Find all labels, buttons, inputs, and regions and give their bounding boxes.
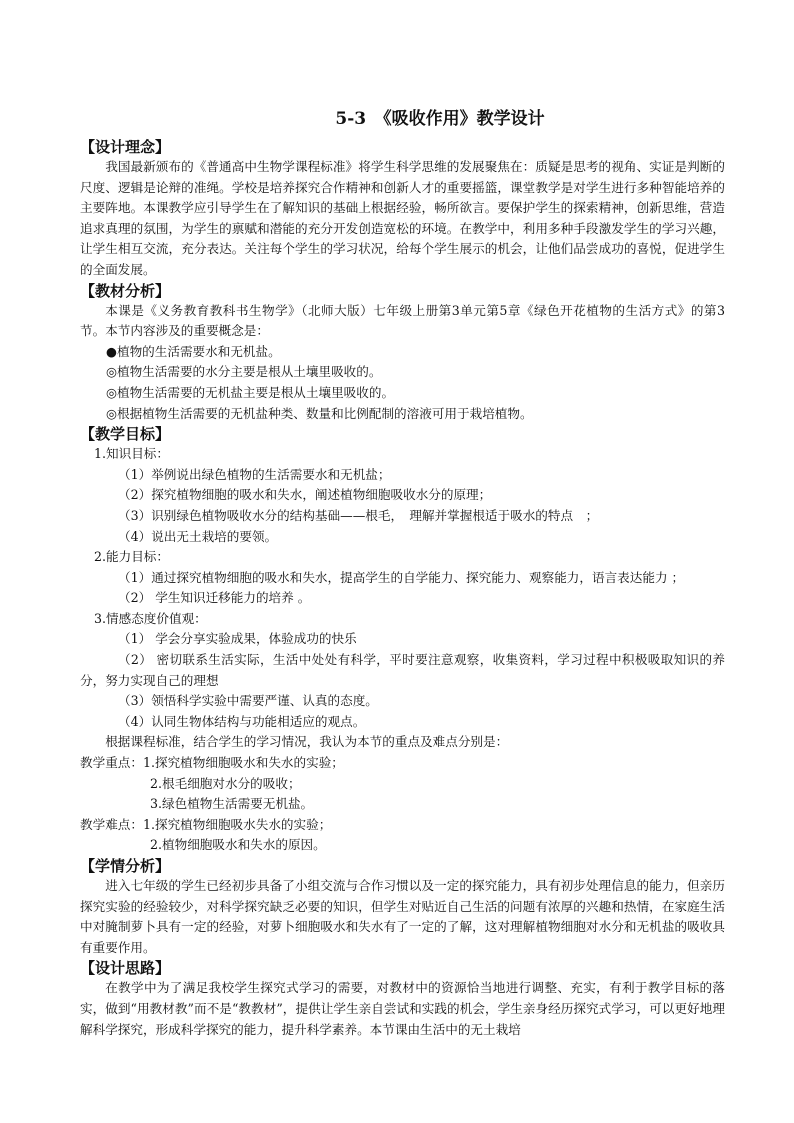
concept-item: ◎植物生活需要的无机盐主要是根从土壤里吸收的。: [106, 384, 395, 400]
goal-item: （2） 密切联系生活实际，生活中处处有科学，平时要注意观察，收集资料，学习过程中积极吸取知识的养分，努力实现自己的理想: [80, 652, 725, 688]
goal-item: （2） 学生知识迁移能力的培养 。: [118, 590, 311, 606]
goal-item: （2）探究植物细胞的吸水和失水，阐述植物细胞吸收水分的原理；: [118, 487, 492, 503]
key-points-label: 教学重点：: [80, 755, 143, 771]
section-heading-textbook-analysis: 【教材分析】: [80, 281, 171, 300]
key-points-line: [80, 753, 725, 774]
concept-item: ◎植物生活需要的水分主要是根从土壤里吸收的。: [106, 364, 382, 380]
goal-heading-ability: 2.能力目标：: [94, 549, 169, 565]
concept-item: ◎根据植物生活需要的无机盐种类、数量和比例配制的溶液可用于栽培植物。: [106, 405, 533, 421]
goal-item: （1） 学会分享实验成果，体验成功的快乐: [118, 631, 357, 647]
document-title: 5-3 《吸收作用》教学设计: [335, 109, 545, 129]
goal-item: （3）领悟科学实验中需要严谨、认真的态度。: [118, 693, 378, 709]
key-points-intro: 根据课程标准，结合学生的学习情况，我认为本节的重点及难点分别是：: [105, 734, 509, 750]
difficult-points-label: 教学难点：: [80, 816, 143, 832]
key-point-item: 2.根毛细胞对水分的吸收；: [150, 775, 301, 791]
key-point-item: 1.探究植物细胞吸水和失水的实验；: [142, 755, 344, 771]
goal-item: （3）识别绿色植物吸收水分的结构基础——根毛， 理解并掌握根适于吸水的特点 ；: [118, 507, 599, 523]
section-heading-teaching-goals: 【教学目标】: [80, 425, 171, 444]
goal-item: （4）认同生物体结构与功能相适应的观点。: [118, 713, 366, 729]
document-page: [80, 100, 725, 1040]
design-idea-paragraph: 我国最新颁布的《普通高中生物学课程标准》将学生科学思维的发展聚焦在：质疑是思考的视角、实证是判断的尺度、逻辑是论辩的准绳。学校是培养探究合作精神和创新人才的重要摇篮，课堂教学是对学生进行多种智能培养的主要阵地。本课教学应引导学生在了解知识的基础上根据经验，畅所欲言。要保护学生的探索精神，创新思维，营造追求真理的氛围，为学生的禀赋和潜能的充分开发创造宽松的环境。在教学中，利用多种手段激发学生的学习兴趣，让学生相互交流，充分表达。关注每个学生的学习状况，给每个学生展示的机会，让他们品尝成功的喜悦，促进学生的全面发展。: [80, 159, 725, 277]
difficult-point-item: 2.植物细胞吸水和失水的原因。: [150, 837, 326, 853]
goal-heading-knowledge: 1.知识目标：: [94, 446, 169, 462]
goal-item: （1）举例说出绿色植物的生活需要水和无机盐；: [118, 466, 391, 482]
goal-item: （1）通过探究植物细胞的吸水和失水，提高学生的自学能力、探究能力、观察能力，语言表达能力 ；: [118, 569, 685, 585]
textbook-analysis-paragraph: 本课是《义务教育教科书生物学》（北师大版）七年级上册第3单元第5章《绿色开花植物的生活方式》的第3节。本节内容涉及的重要概念是：: [80, 302, 725, 339]
goal-item: （4）说出无土栽培的要领。: [118, 528, 278, 544]
student-analysis-paragraph: 进入七年级的学生已经初步具备了小组交流与合作习惯以及一定的探究能力，具有初步处理信息的能力，但亲历探究实验的经验较少，对科学探究缺乏必要的知识，但学生对贴近自己生活的问题有浓厚的兴趣和热情，在家庭生活中对腌制萝卜具有一定的经验，对萝卜细胞吸水和失水有了一定的了解，这对理解植物细胞对水分和无机盐的吸收具有重要作用。: [80, 878, 725, 955]
section-heading-design-idea: 【设计理念】: [80, 138, 171, 156]
goal-heading-attitude: 3.情感态度价值观：: [94, 610, 207, 626]
difficult-point-item: 1.探究植物细胞吸水失水的实验；: [142, 816, 332, 832]
difficult-points-line: [80, 815, 725, 836]
key-point-item: 3.绿色植物生活需要无机盐。: [150, 796, 314, 812]
section-heading-design-thinking: 【设计思路】: [80, 959, 171, 978]
section-heading-student-analysis: 【学情分析】: [80, 857, 171, 875]
concept-item: ●植物的生活需要水和无机盐。: [106, 343, 281, 359]
design-thinking-paragraph: 在教学中为了满足我校学生探究式学习的需要，对教材中的资源恰当地进行调整、充实，有利于教学目标的落实，做到“用教材教”而不是“教教材”，提供让学生亲自尝试和实践的机会，学生亲身经历探究式学习，可以更好地理解科学探究，形成科学探究的能力，提升科学素养。本节课由生活中的无土栽培: [80, 980, 725, 1037]
